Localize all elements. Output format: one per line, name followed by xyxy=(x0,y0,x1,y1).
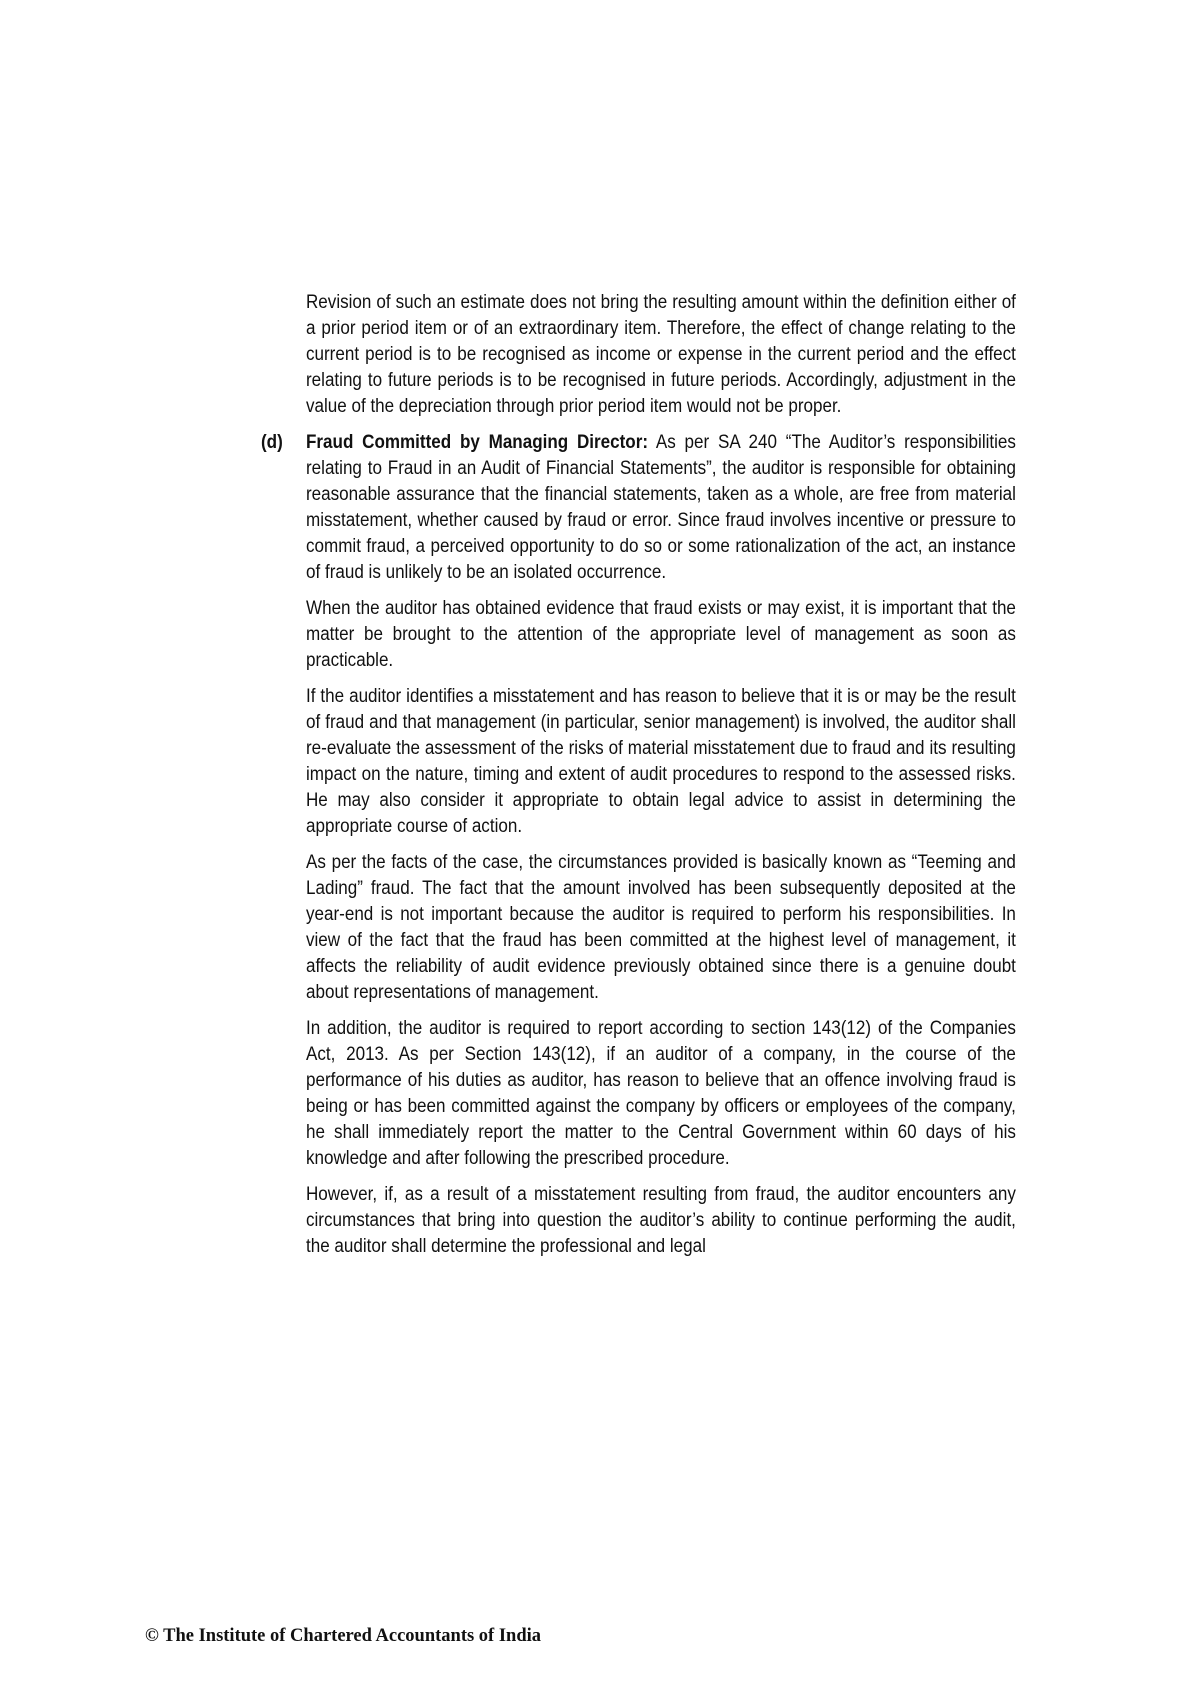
item-d-paragraph: In addition, the auditor is required to report according to section 143(12) of the Companies Act, 2013. As per Section 143(12), if an auditor of a company, in the course of the performance of his duties as auditor, has reason to believe that an offence involving fraud is being or has been committed against the company by officers or employees of the company, he shall immediately report the matter to the Central Government within 60 days of his knowledge and after following the prescribed procedure. xyxy=(306,1017,1016,1169)
item-label: (d) xyxy=(261,431,283,453)
footer-copyright: © The Institute of Chartered Accountants of India xyxy=(145,1626,542,1646)
item-d-first-paragraph xyxy=(306,429,1016,585)
item-d-paragraph: If the auditor identifies a misstatement and has reason to believe that it is or may be the result of fraud and that management (in particular, senior management) is involved, the auditor shall re-evaluate the assessment of the risks of material misstatement due to fraud and its resulting impact on the nature, timing and extent of audit procedures to respond to the assessed risks. He may also consider it appropriate to obtain legal advice to assist in determining the appropriate course of action. xyxy=(306,685,1016,837)
document-body xyxy=(261,289,1016,1269)
item-d-first-paragraph-text: As per SA 240 “The Auditor’s responsibilities relating to Fraud in an Audit of Financial Statements”, the auditor is responsible for obtaining reasonable assurance that the financial statements, taken as a whole, are free from material misstatement, whether caused by fraud or error. Since fraud involves incentive or pressure to commit fraud, a perceived opportunity to do so or some rationalization of the act, an instance of fraud is unlikely to be an isolated occurrence. xyxy=(306,431,1016,583)
item-d-paragraph: When the auditor has obtained evidence that fraud exists or may exist, it is important that the matter be brought to the attention of the appropriate level of management as soon as practicable. xyxy=(306,597,1016,671)
item-heading: Fraud Committed by Managing Director: xyxy=(306,431,649,453)
item-d-paragraph: However, if, as a result of a misstatement resulting from fraud, the auditor encounters any circumstances that bring into question the auditor’s ability to continue performing the audit, the auditor shall determine the professional and legal xyxy=(306,1183,1016,1257)
list-item-d xyxy=(261,429,1016,1259)
intro-paragraph: Revision of such an estimate does not bring the resulting amount within the definition either of a prior period item or of an extraordinary item. Therefore, the effect of change relating to the current period is to be recognised as income or expense in the current period and the effect relating to future periods is to be recognised in future periods. Accordingly, adjustment in the value of the depreciation through prior period item would not be proper. xyxy=(306,291,1016,417)
item-d-paragraph: As per the facts of the case, the circumstances provided is basically known as “Teeming and Lading” fraud. The fact that the amount involved has been subsequently deposited at the year-end is not important because the auditor is required to perform his responsibilities. In view of the fact that the fraud has been committed at the highest level of management, it affects the reliability of audit evidence previously obtained since there is a genuine doubt about representations of management. xyxy=(306,851,1016,1003)
